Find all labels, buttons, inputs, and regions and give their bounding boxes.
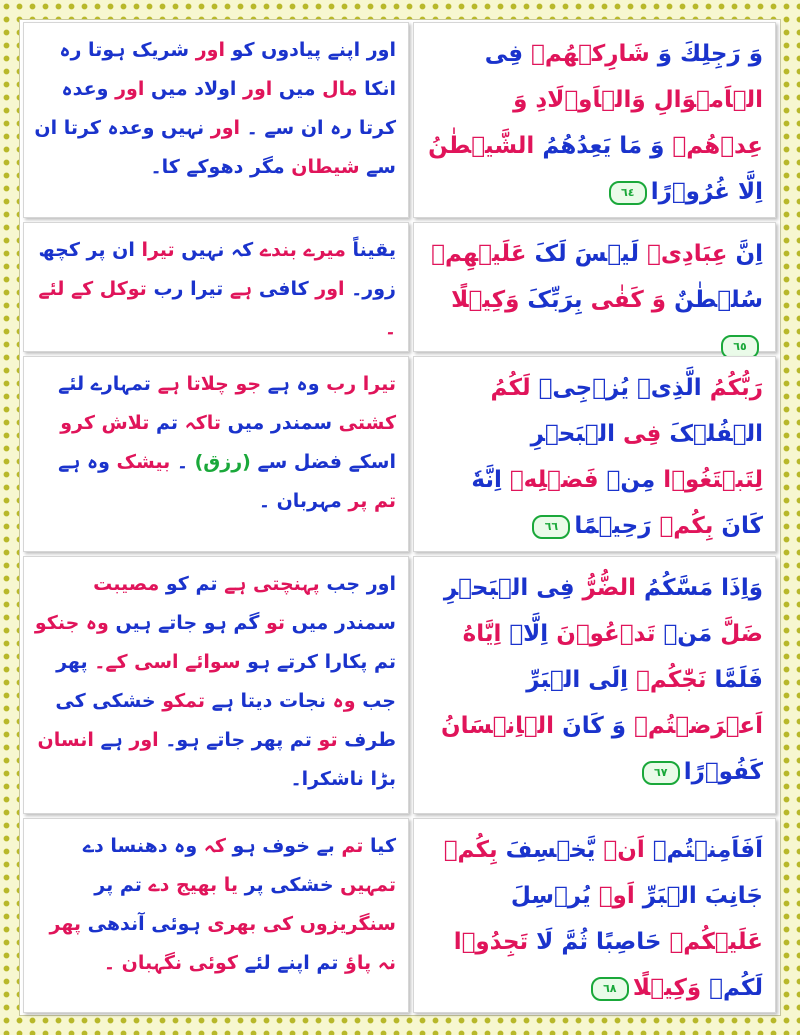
translation-segment: تو [311, 729, 338, 751]
translation-segment: تلاش کرو [60, 412, 150, 434]
translation-segment: مال [315, 78, 358, 100]
translation-segment: یا بھیج دے [141, 874, 239, 896]
arabic-segment: لَکُمۡ [701, 975, 763, 1001]
translation-segment: پہنچتی ہے [217, 573, 320, 595]
translation-segment: اور اپنے پیادوں کو [224, 39, 396, 61]
translation-segment: تم اپنے لئے [237, 952, 339, 974]
translation-segment: اور [189, 39, 225, 61]
translation-cell [23, 22, 409, 218]
translation-segment: تمہیں [333, 874, 396, 896]
arabic-segment: لَکُمُ [490, 375, 531, 401]
arabic-segment: اَنۡ [595, 837, 645, 863]
translation-segment: کہ نہیں [174, 239, 254, 261]
translation-text [24, 557, 408, 805]
arabic-segment: فَضۡلِهٖ [501, 467, 599, 493]
arabic-segment: وَ کَفٰی [582, 287, 667, 313]
arabic-text [414, 357, 775, 555]
translation-segment: وہ دھنسا دے [82, 835, 198, 857]
translation-segment: تم پھر جاتے ہو۔ [158, 729, 312, 751]
arabic-cell [413, 818, 776, 1013]
translation-segment: تم پر [94, 874, 142, 896]
arabic-segment: اَعۡرَضۡتُمۡ [626, 713, 763, 739]
arabic-segment: بِکُمۡ [443, 837, 498, 863]
arabic-segment: الشَّیۡطٰنُ [428, 133, 535, 159]
arabic-segment: فِی [484, 41, 524, 67]
translation-segment: بڑا ناشکرا۔ [290, 768, 396, 790]
arabic-cell [413, 222, 776, 352]
arabic-segment: فِی [615, 421, 662, 447]
verse-row-66 [20, 354, 780, 554]
arabic-segment: الۡاِنۡسَانُ [440, 713, 555, 739]
translation-segment: کافی [252, 278, 309, 300]
arabic-segment: وَالۡاَوۡلَادِ [527, 87, 646, 113]
arabic-segment: وَ مَا یَعِدُهُمُ [534, 133, 665, 159]
translation-segment: بیشک [109, 451, 171, 473]
arabic-segment: تَجِدُوۡا [453, 929, 529, 955]
translation-segment: کیا [363, 835, 396, 857]
translation-segment: میرے بندے [253, 239, 346, 261]
arabic-segment: وَاِذَا [713, 575, 763, 601]
ayah-number-badge: ٦٤ [609, 181, 647, 205]
translation-segment: انسان [37, 729, 94, 751]
verse-row-64 [20, 20, 780, 220]
translation-segment: ۔ [170, 451, 188, 473]
verse-row-68 [20, 816, 780, 1015]
translation-segment: کہ [197, 835, 226, 857]
arabic-segment: فِی الۡبَحۡرِ [443, 575, 575, 601]
translation-segment: اور [108, 78, 145, 100]
arabic-segment: نَجّٰکُمۡ [628, 667, 707, 693]
arabic-segment: وَ رَجِلِكَ وَ [649, 41, 763, 67]
translation-segment: اور [122, 729, 159, 751]
translation-segment: نہیں وعدہ کرتا ان سے [34, 117, 396, 178]
arabic-text [414, 819, 775, 1017]
arabic-segment: الَّذِیۡ یُزۡجِیۡ [530, 375, 702, 401]
arabic-segment: اِلَّا غُرُوۡرًا [650, 179, 763, 205]
translation-cell [23, 222, 409, 352]
translation-segment: اسکے فضل سے [250, 451, 396, 473]
translation-text [24, 223, 408, 354]
arabic-segment: الۡاَمۡوَالِ [645, 87, 763, 113]
arabic-segment: اِیَّاهُ [462, 621, 502, 647]
arabic-segment: شَارِكۡهُمۡ [523, 41, 650, 67]
translation-segment: پھر جب [56, 651, 396, 712]
translation-segment: مگر دھوکے کا۔ [150, 156, 285, 178]
translation-segment: مصیبت [93, 573, 160, 595]
translation-segment: تم پر [341, 490, 396, 512]
translation-segment: تمکو [155, 690, 206, 712]
translation-segment: خشکی کی طرف [55, 690, 396, 751]
translation-segment: سمندر میں [221, 412, 333, 434]
translation-segment: تیرا رب [146, 278, 224, 300]
arabic-segment: اَوۡ [590, 883, 635, 909]
ayah-number-badge: ٦٨ [591, 977, 629, 1001]
translation-segment: سوائے اسی کے۔ [87, 651, 241, 673]
arabic-segment: عَلَیۡکُمۡ [661, 929, 763, 955]
translation-segment: مہربان ۔ [258, 490, 342, 512]
ayah-number-badge: ٦٦ [532, 515, 570, 539]
arabic-segment: عَلَیۡهِمۡ [431, 241, 527, 267]
arabic-segment: فَلَمَّا [706, 667, 763, 693]
arabic-segment: اَفَاَمِنۡتُمۡ [644, 837, 763, 863]
translation-segment: وعدہ کرتا رہ ان سے ۔ [61, 78, 396, 139]
verse-row-65 [20, 220, 780, 354]
arabic-segment: الۡفُلۡکَ [661, 421, 763, 447]
verse-row-67 [20, 554, 780, 816]
translation-segment: کشتی [332, 412, 396, 434]
arabic-text [414, 223, 775, 375]
translation-segment: اور جب [319, 573, 396, 595]
arabic-segment: رَبُّکُمُ [701, 375, 763, 401]
translation-segment: میں [272, 78, 316, 100]
arabic-segment: مِنۡ [598, 467, 656, 493]
translation-segment: تاکہ [177, 412, 222, 434]
translation-segment: ہے [93, 729, 123, 751]
translation-segment: پھر نہ پاؤ [49, 913, 396, 974]
translation-segment: وہ ہے [261, 373, 320, 395]
translation-segment: تم پکارا کرتے ہو [240, 651, 396, 673]
ayah-number-badge: ٦٥ [721, 335, 759, 359]
translation-segment: یقیناً [345, 239, 396, 261]
arabic-segment: وَ کَانَ [554, 713, 627, 739]
arabic-segment: اِنَّ [727, 241, 763, 267]
translation-text [24, 23, 408, 193]
translation-text [24, 819, 408, 989]
translation-cell [23, 556, 409, 814]
translation-segment: تم کو [159, 573, 218, 595]
arabic-segment: یَّخۡسِفَ [497, 837, 596, 863]
translation-segment: توکل کے لئے ۔ [38, 278, 396, 339]
arabic-segment: جَانِبَ [696, 883, 763, 909]
arabic-segment: لَیۡسَ لَکَ [526, 241, 640, 267]
translation-segment: شریک ہوتا رہ انکا [59, 39, 396, 100]
translation-segment: سنگریزوں کی بھری [200, 913, 396, 935]
arabic-cell [413, 556, 776, 814]
translation-segment: جو چلاتا ہے [150, 373, 262, 395]
translation-segment: نجات دیتا ہے [205, 690, 327, 712]
translation-segment: اولاد میں [144, 78, 237, 100]
translation-segment: تم [334, 835, 364, 857]
arabic-text [414, 557, 775, 801]
arabic-segment: وَکِیۡلًا [632, 975, 702, 1001]
arabic-segment: سُلۡطٰنٌ [666, 287, 763, 313]
arabic-segment: اِنَّهٗ کَانَ [471, 467, 763, 539]
translation-cell [23, 356, 409, 552]
arabic-cell [413, 22, 776, 218]
translation-segment: اور [204, 117, 241, 139]
ayah-number-badge: ٦٧ [642, 761, 680, 785]
arabic-segment: وَکِیۡلًا [451, 287, 520, 313]
translation-segment: اور [236, 78, 273, 100]
arabic-segment: الضُّرُّ [574, 575, 637, 601]
arabic-segment: لِتَبۡتَغُوۡا [655, 467, 763, 493]
translation-segment: تو [259, 612, 286, 634]
arabic-segment: الۡبَحۡرِ [530, 421, 616, 447]
translation-segment: اور [308, 278, 345, 300]
arabic-cell [413, 356, 776, 552]
arabic-segment: بِرَبِّکَ [519, 287, 583, 313]
arabic-segment: مَنۡ [655, 621, 713, 647]
translation-segment: گم ہو جاتے ہیں [108, 612, 260, 634]
arabic-segment: بِکُمۡ [651, 513, 714, 539]
arabic-segment: مَسَّکُمُ [636, 575, 714, 601]
translation-segment: تیرا رب [319, 373, 396, 395]
translation-segment: شیطان [284, 156, 360, 178]
arabic-segment: عِبَادِیۡ [639, 241, 728, 267]
translation-text [24, 357, 408, 527]
translation-segment: تمہارے لئے [58, 373, 151, 395]
arabic-segment: رَحِیۡمًا [574, 513, 652, 539]
arabic-segment: اِلَی الۡبَرِّ [526, 667, 629, 693]
arabic-segment: اِلَّاۤ [501, 621, 549, 647]
translation-segment: (رزق) [187, 451, 251, 473]
arabic-segment: حَاصِبًا [588, 929, 662, 955]
translation-segment: ہوئی آندھی [81, 913, 201, 935]
translation-segment: ان پر کچھ زور۔ [38, 239, 396, 300]
arabic-segment: ضَلَّ [712, 621, 763, 647]
translation-segment: ہے [223, 278, 253, 300]
arabic-segment: یُرۡسِلَ [510, 883, 591, 909]
arabic-segment: تَدۡعُوۡنَ [548, 621, 656, 647]
translation-segment: سمندر میں [285, 612, 396, 634]
translation-segment: وہ [326, 690, 356, 712]
arabic-text [414, 23, 775, 221]
arabic-segment: کَفُوۡرًا [683, 759, 763, 785]
translation-segment: کوئی نگہبان ۔ [103, 952, 238, 974]
translation-segment: تیرا [134, 239, 175, 261]
translation-segment: تم [149, 412, 178, 434]
translation-segment: بے خوف ہو [225, 835, 335, 857]
arabic-segment: ثُمَّ لَا [528, 929, 588, 955]
arabic-segment: الۡبَرِّ [634, 883, 697, 909]
translation-segment: وہ ہے [58, 451, 110, 473]
arabic-segment: وَ عِدۡهُمۡ [513, 87, 763, 159]
translation-segment: خشکی پر [238, 874, 334, 896]
translation-segment: وہ جنکو [34, 612, 109, 634]
page-content [20, 20, 780, 1015]
translation-cell [23, 818, 409, 1013]
